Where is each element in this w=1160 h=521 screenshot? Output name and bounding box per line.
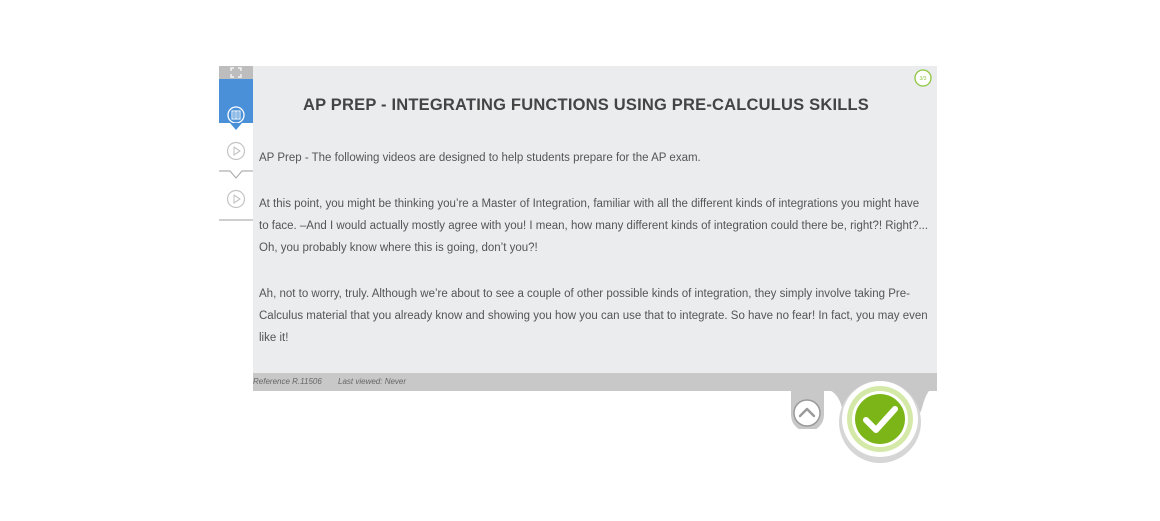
lesson-body [259,147,931,373]
nav-divider [219,216,253,228]
lesson-nav-rail [219,66,253,226]
last-viewed-text: Last viewed: Never [338,377,407,386]
lesson-card [253,66,937,391]
expand-icon [230,67,242,78]
lesson-paragraph: Ah, not to worry, truly. Although we’re about to see a couple of other possible kinds of integration, they simply involve taking Pre-Calculus material that you already know and showing you how you can use that to integrate. So have no fear! In fact, you may even like it! [259,288,928,344]
reference-text: Reference R.11506 [253,377,322,386]
play-video-icon[interactable] [226,141,246,161]
progress-text: 3/3 [919,76,927,82]
lesson-title: AP PREP - INTEGRATING FUNCTIONS USING PRE-CALCULUS SKILLS [303,96,870,114]
nav-divider [219,168,253,180]
active-indicator-arrow [230,123,242,130]
expand-button[interactable] [219,66,253,79]
lesson-paragraph: AP Prep - The following videos are designed to help students prepare for the AP exam. [259,152,701,164]
nav-item-lesson-text[interactable] [219,79,253,123]
scroll-up-button[interactable] [792,398,822,428]
lesson-text-icon [227,106,245,124]
lesson-paragraph: At this point, you might be thinking you’re a Master of Integration, familiar with all the different kinds of integrations you might have to face. –And I would actually mostly agree with you! I mean, how many different kinds of integration could there be, right?! Right?... Oh, you probably know where this is going, don’t you?! [259,198,929,254]
play-video-icon[interactable] [226,189,246,209]
progress-badge [914,69,932,87]
mark-complete-button[interactable] [838,380,922,464]
